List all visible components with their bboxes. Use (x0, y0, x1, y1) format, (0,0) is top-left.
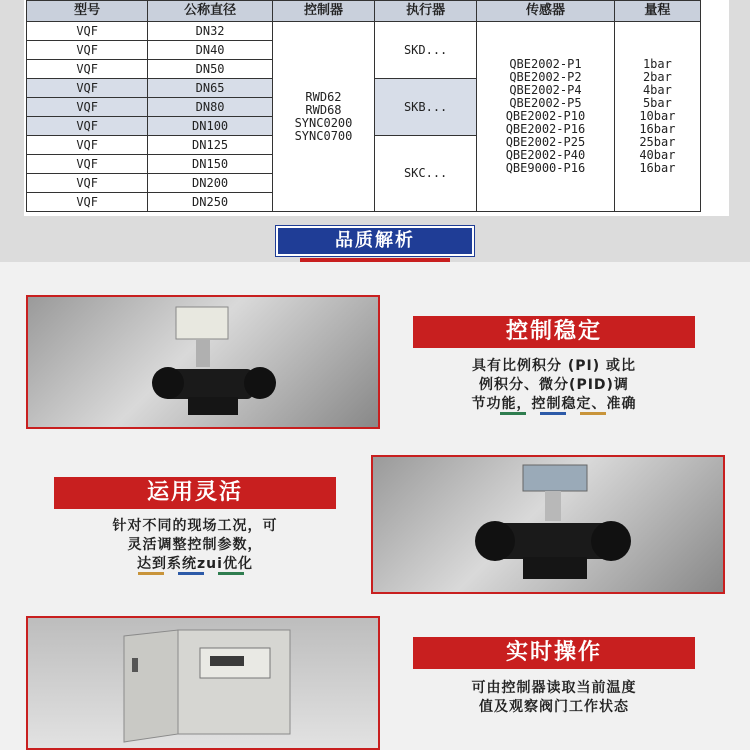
valve-icon (28, 297, 378, 427)
dash-gold (138, 572, 164, 575)
cell-diameter: DN250 (148, 193, 273, 212)
feature-title: 运用灵活 (54, 477, 336, 509)
cell-model: VQF (27, 98, 148, 117)
feature-title: 控制稳定 (413, 316, 695, 348)
dash-green (218, 572, 244, 575)
cell-model: VQF (27, 41, 148, 60)
range-item: 5bar (642, 96, 672, 110)
range-item: 2bar (642, 70, 672, 84)
header-actuator: 执行器 (375, 1, 477, 22)
feature-line: 灵活调整控制参数， (127, 537, 263, 553)
accent-dashes (138, 572, 244, 575)
cell-diameter: DN80 (148, 98, 273, 117)
header-range: 量程 (614, 1, 700, 22)
cabinet-icon (28, 618, 378, 748)
header-sensor: 传感器 (477, 1, 615, 22)
sensor-item: QBE2002-P10 (505, 109, 586, 123)
feature-line: 达到系统zui优化 (137, 556, 253, 572)
dash-green (500, 412, 526, 415)
feature-line: 值及观察阀门工作状态 (479, 699, 629, 715)
section-divider (300, 258, 450, 262)
dash-gold (580, 412, 606, 415)
cell-model: VQF (27, 155, 148, 174)
sensor-item: QBE2002-P5 (509, 96, 582, 110)
range-item: 16bar (639, 122, 676, 136)
section-badge: 品质解析 (276, 226, 474, 256)
sensor-item: QBE2002-P16 (505, 122, 586, 136)
cell-actuator: SKB... (375, 79, 477, 136)
header-diameter: 公称直径 (148, 1, 273, 22)
feature-line: 具有比例积分 (PI) 或比 (471, 358, 636, 374)
range-item: 40bar (639, 148, 676, 162)
feature-description (50, 517, 340, 574)
feature-title: 实时操作 (413, 637, 695, 669)
cell-diameter: DN50 (148, 60, 273, 79)
cell-model: VQF (27, 117, 148, 136)
feature-description (409, 357, 699, 414)
cell-actuator: SKD... (375, 22, 477, 79)
cell-diameter: DN150 (148, 155, 273, 174)
cell-model: VQF (27, 79, 148, 98)
table-header-row (27, 1, 701, 22)
cell-model: VQF (27, 193, 148, 212)
valve-photo (371, 455, 725, 594)
sensor-item: QBE2002-P4 (509, 83, 582, 97)
feature-line: 节功能，控制稳定、准确 (471, 396, 637, 412)
accent-dashes (500, 412, 606, 415)
cell-model: VQF (27, 174, 148, 193)
valve-icon (373, 457, 723, 592)
controller-item: SYNC0700 (294, 128, 353, 143)
cell-model: VQF (27, 22, 148, 41)
sensor-item: QBE2002-P40 (505, 148, 586, 162)
cell-diameter: DN40 (148, 41, 273, 60)
cell-diameter: DN125 (148, 136, 273, 155)
valve-photo (26, 295, 380, 429)
cell-model: VQF (27, 60, 148, 79)
cell-diameter: DN200 (148, 174, 273, 193)
sensor-item: QBE2002-P25 (505, 135, 586, 149)
range-item: 4bar (642, 83, 672, 97)
range-item: 25bar (639, 135, 676, 149)
controller-item: RWD68 (305, 102, 342, 117)
cell-diameter: DN65 (148, 79, 273, 98)
header-model: 型号 (27, 1, 148, 22)
cell-actuator: SKC... (375, 136, 477, 212)
cell-controllers (272, 22, 374, 212)
sensor-item: QBE9000-P16 (505, 161, 586, 175)
spec-table (26, 0, 701, 212)
feature-line: 可由控制器读取当前温度 (471, 680, 637, 696)
header-controller: 控制器 (272, 1, 374, 22)
cell-sensors (477, 22, 615, 212)
dash-blue (178, 572, 204, 575)
table-row (27, 22, 701, 41)
range-item: 16bar (639, 161, 676, 175)
controller-item: SYNC0200 (294, 115, 353, 130)
range-item: 10bar (639, 109, 676, 123)
feature-line: 例积分、微分(PID)调 (479, 377, 629, 393)
cell-ranges (614, 22, 700, 212)
controller-item: RWD62 (305, 89, 342, 104)
control-cabinet-photo (26, 616, 380, 750)
sensor-item: QBE2002-P1 (509, 57, 582, 71)
cell-model: VQF (27, 136, 148, 155)
cell-diameter: DN32 (148, 22, 273, 41)
sensor-item: QBE2002-P2 (509, 70, 582, 84)
feature-description (409, 679, 699, 717)
feature-line: 针对不同的现场工况，可 (112, 518, 278, 534)
dash-blue (540, 412, 566, 415)
cell-diameter: DN100 (148, 117, 273, 136)
range-item: 1bar (642, 57, 672, 71)
